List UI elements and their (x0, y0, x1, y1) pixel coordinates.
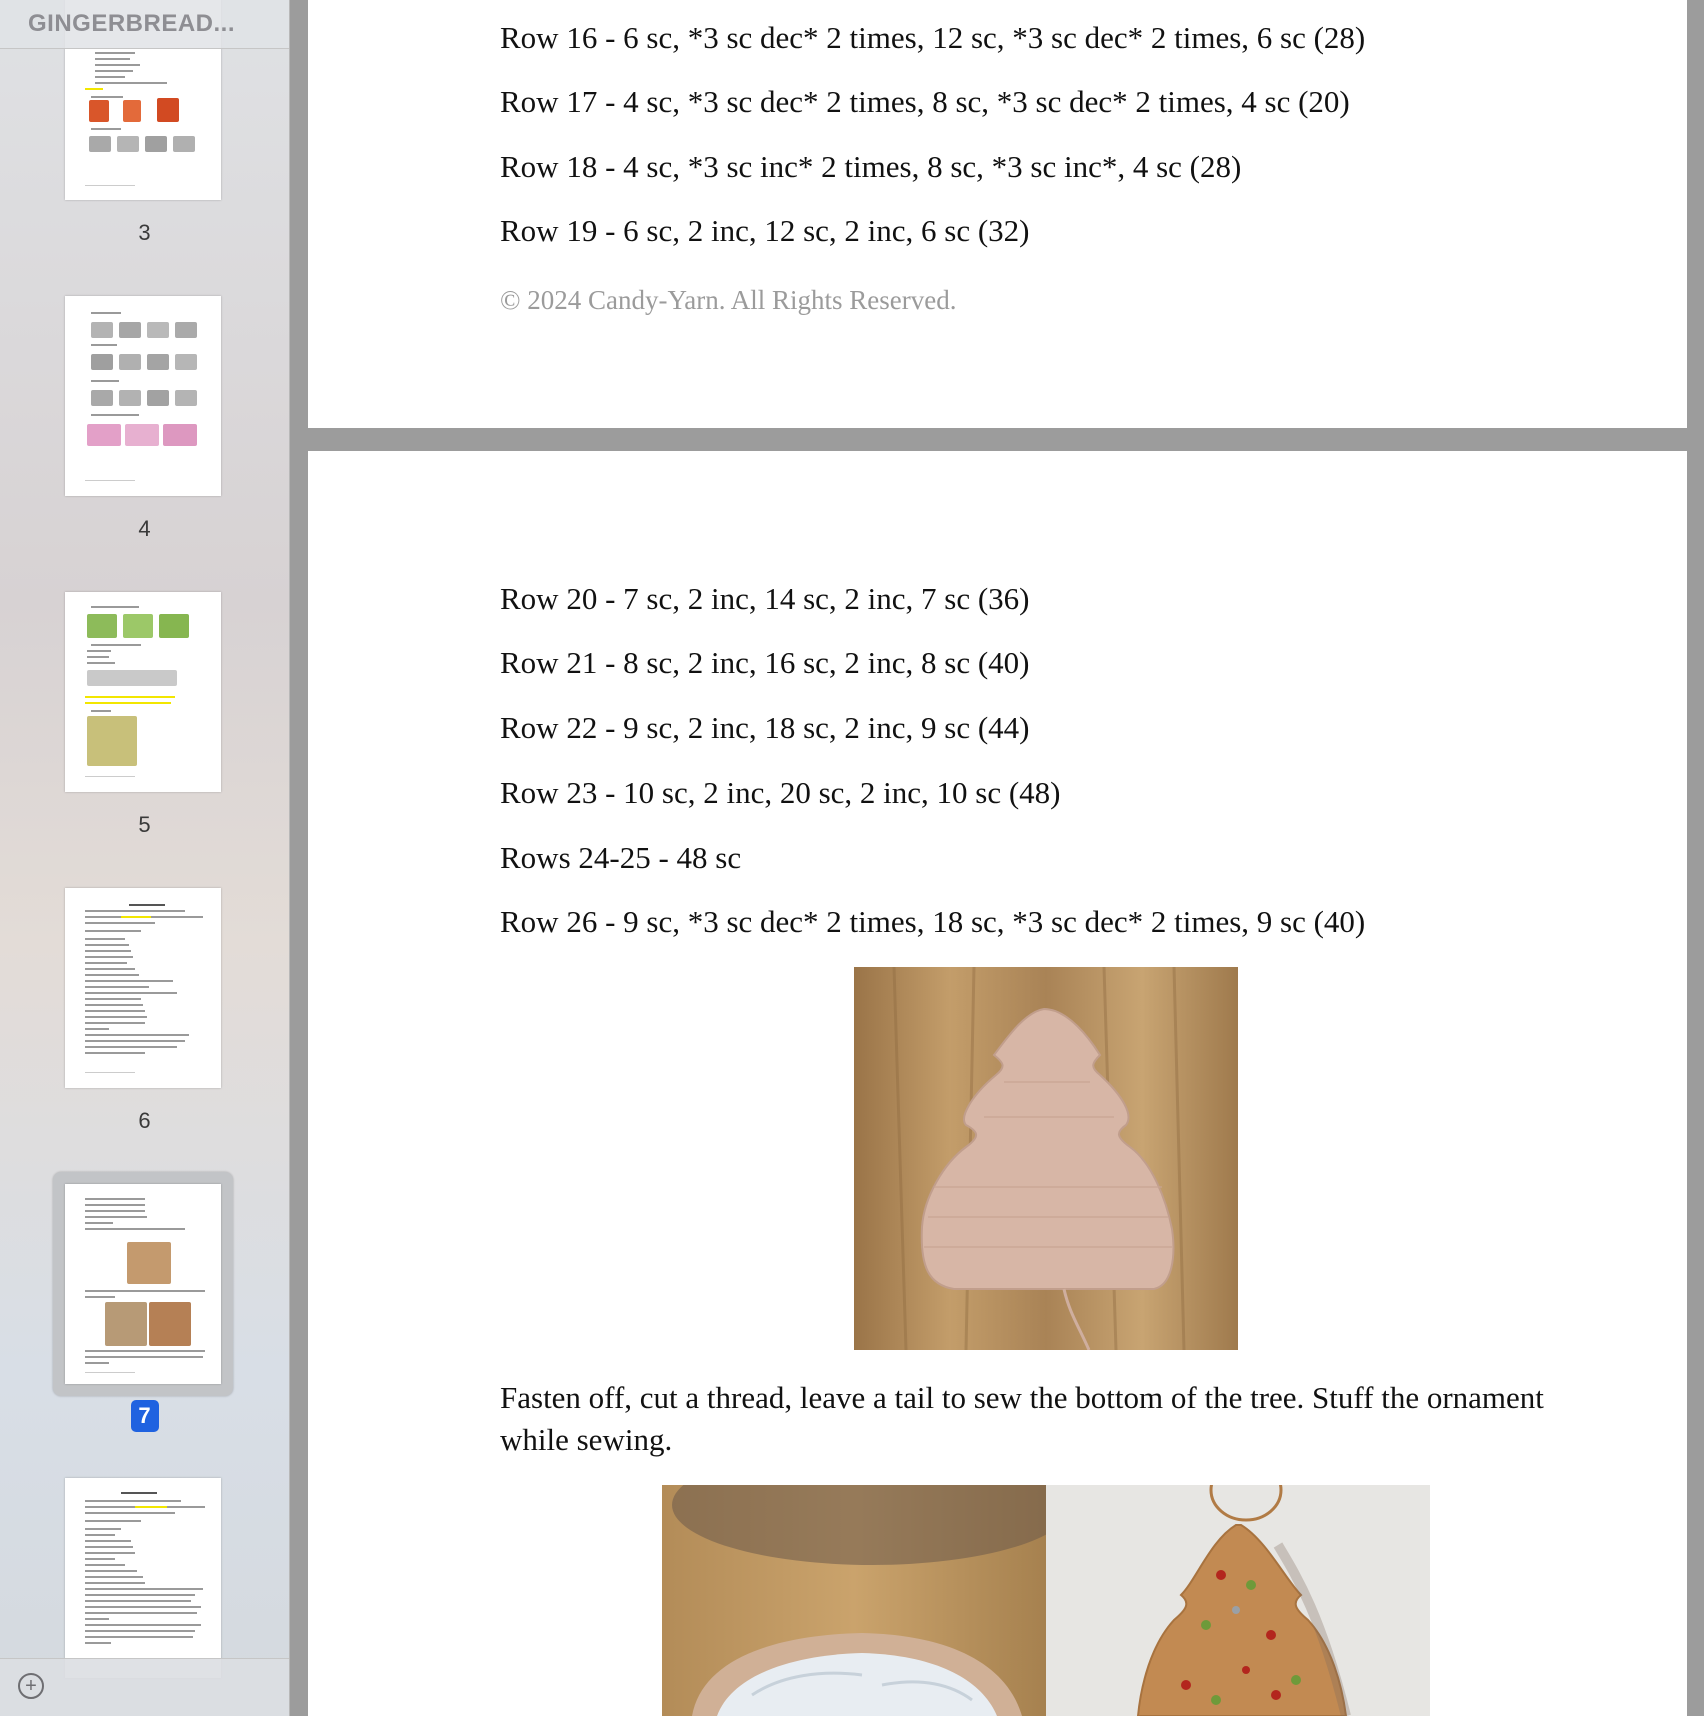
pattern-row: Row 16 - 6 sc, *3 sc dec* 2 times, 12 sc, *3 sc dec* 2 times, 6 sc (28) (500, 20, 1366, 55)
pattern-row: Row 23 - 10 sc, 2 inc, 20 sc, 2 inc, 10 sc (48) (500, 775, 1061, 810)
sidebar-header (0, 0, 289, 49)
selected-page-badge: 7 (131, 1400, 159, 1432)
page-thumbnail-7[interactable] (65, 1184, 221, 1384)
page-thumbnail-5[interactable] (65, 592, 221, 792)
page-thumbnail-6[interactable] (65, 888, 221, 1088)
pattern-row: Row 21 - 8 sc, 2 inc, 16 sc, 2 inc, 8 sc (40) (500, 645, 1030, 680)
pattern-row: Row 20 - 7 sc, 2 inc, 14 sc, 2 inc, 7 sc (36) (500, 581, 1030, 616)
finished-ornament-photo (1046, 1485, 1430, 1716)
page-thumbnail-4[interactable] (65, 296, 221, 496)
page-number-5: 5 (138, 812, 151, 837)
pattern-row: Row 26 - 9 sc, *3 sc dec* 2 times, 18 sc, *3 sc dec* 2 times, 9 sc (40) (500, 904, 1366, 939)
page-thumbnail-8[interactable] (65, 1478, 221, 1678)
pattern-row: Row 22 - 9 sc, 2 inc, 18 sc, 2 inc, 9 sc (44) (500, 710, 1030, 745)
pattern-row: Row 19 - 6 sc, 2 inc, 12 sc, 2 inc, 6 sc (32) (500, 213, 1030, 248)
pattern-row: Rows 24-25 - 48 sc (500, 840, 742, 875)
sidebar-footer (0, 1658, 289, 1716)
pattern-row: Row 18 - 4 sc, *3 sc inc* 2 times, 8 sc, *3 sc inc*, 4 sc (28) (500, 149, 1242, 184)
pdf-page-6 (308, 0, 1687, 428)
pattern-row: Row 17 - 4 sc, *3 sc dec* 2 times, 8 sc, *3 sc dec* 2 times, 4 sc (20) (500, 84, 1350, 119)
page-number-4: 4 (138, 516, 151, 541)
document-title: GINGERBREAD... (28, 10, 236, 37)
pdf-page-7 (308, 451, 1687, 1716)
page-number-7 (0, 1400, 289, 1432)
document-viewer[interactable] (290, 0, 1704, 1716)
instruction-paragraph: Fasten off, cut a thread, leave a tail to sew the bottom of the tree. Stuff the ornament while sewing. (500, 1380, 1544, 1457)
tree-piece-photo (854, 967, 1238, 1350)
thumbnail-sidebar (0, 0, 290, 1716)
copyright-notice: © 2024 Candy-Yarn. All Rights Reserved. (500, 285, 957, 315)
page-number-3: 3 (138, 220, 151, 245)
stuffing-photo (662, 1485, 1046, 1716)
add-page-button[interactable]: + (18, 1673, 44, 1699)
page-number-6: 6 (138, 1108, 151, 1133)
